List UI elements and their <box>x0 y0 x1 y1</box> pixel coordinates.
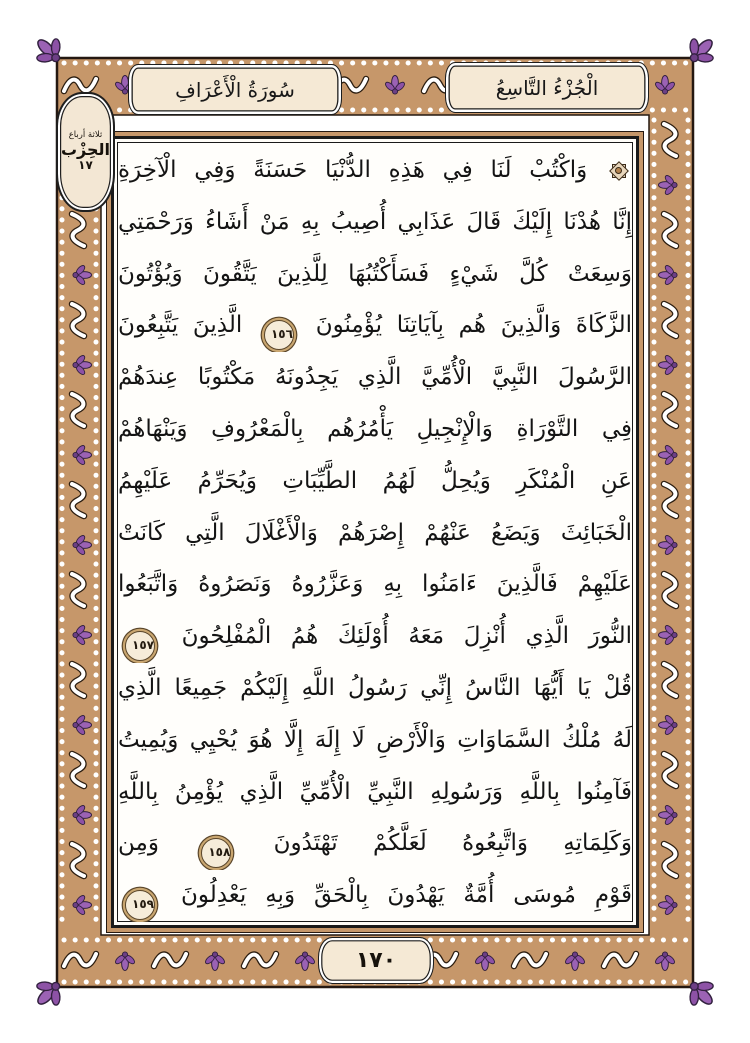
surah-name-cartouche <box>128 64 342 115</box>
ayah-end-medallion: ١٥٩ <box>125 890 155 920</box>
quran-line <box>118 404 632 456</box>
juz-name-cartouche <box>445 62 649 113</box>
verse-text: الرَّسُولَ النَّبِيَّ الْأُمِّيَّ الَّذِي يَجِدُونَهُ مَكْتُوبًا عِندَهُمْ <box>118 364 632 391</box>
ayah-end-medallion: ١٥٦ <box>264 320 294 350</box>
quran-line <box>118 300 632 352</box>
verse-text: قَوْمِ مُوسَى أُمَّةٌ يَهْدُونَ بِالْحَقِّ وَبِهِ يَعْدِلُونَ <box>180 882 632 909</box>
verse-text: فَآمِنُوا بِاللَّهِ وَرَسُولِهِ النَّبِيِّ الْأُمِّيِّ الَّذِي يُؤْمِنُ بِاللَّهِ <box>118 778 632 805</box>
hizb-label: الحِزْب <box>60 139 111 159</box>
verse-text: عَنِ الْمُنْكَرِ وَيُحِلُّ لَهُمُ الطَّيِّبَاتِ وَيُحَرِّمُ عَلَيْهِمُ <box>118 467 632 494</box>
hizb-number: ١٧ <box>78 158 93 173</box>
quran-line <box>118 870 632 922</box>
quran-line <box>118 611 632 663</box>
verse-text: الْخَبَائِثَ وَيَضَعُ عَنْهُمْ إِصْرَهُمْ وَالْأَغْلَالَ الَّتِي كَانَتْ <box>118 519 632 546</box>
verse-text: الَّذِينَ يَتَّبِعُونَ <box>118 312 243 339</box>
page-number-cartouche <box>318 937 434 984</box>
verse-text: إِنَّا هُدْنَا إِلَيْكَ قَالَ عَذَابِي أُصِيبُ بِهِ مَنْ أَشَاءُ وَرَحْمَتِي <box>118 208 632 235</box>
juz-name-label: الْجُزْءُ التَّاسِعُ <box>495 75 599 100</box>
verse-text: فِي التَّوْرَاةِ وَالْإِنْجِيلِ يَأْمُرُهُم بِالْمَعْرُوفِ وَيَنْهَاهُمْ <box>118 415 632 442</box>
quran-line <box>118 352 632 404</box>
verse-text: وَكَلِمَاتِهِ وَاتَّبِعُوهُ لَعَلَّكُمْ تَهْتَدُونَ <box>273 830 632 857</box>
quran-line <box>118 508 632 560</box>
quran-line <box>118 145 632 197</box>
verse-text: وَسِعَتْ كُلَّ شَيْءٍ فَسَأَكْتُبُهَا لِلَّذِينَ يَتَّقُونَ وَيُؤْتُونَ <box>118 260 632 287</box>
ayah-end-medallion: ١٥٧ <box>125 631 155 661</box>
quran-lines <box>118 145 632 923</box>
quran-line <box>118 663 632 715</box>
quran-line <box>118 715 632 767</box>
hizb-margin-marker <box>56 92 115 212</box>
hizb-fraction-label: ثلاثة أرباع <box>68 130 103 141</box>
ayah-end-medallion: ١٥٨ <box>201 838 231 868</box>
verse-text: وَاكْتُبْ لَنَا فِي هَذِهِ الدُّنْيَا حَسَنَةً وَفِي الْآخِرَةِ <box>118 157 588 183</box>
verse-text: لَهُ مُلْكُ السَّمَاوَاتِ وَالْأَرْضِ لَا إِلَهَ إِلَّا هُوَ يُحْيِي وَيُمِيتُ <box>118 726 632 753</box>
quran-line <box>118 559 632 611</box>
quran-line <box>118 818 632 870</box>
quran-line <box>118 767 632 819</box>
quran-line <box>118 456 632 508</box>
quran-line <box>118 249 632 301</box>
verse-text: قُلْ يَا أَيُّهَا النَّاسُ إِنِّي رَسُولُ اللَّهِ إِلَيْكُمْ جَمِيعًا الَّذِي <box>118 674 632 701</box>
surah-name-label: سُورَةُ الْأَعْرَافِ <box>175 77 295 102</box>
verse-text: النُّورَ الَّذِي أُنْزِلَ مَعَهُ أُوْلَئِكَ هُمُ الْمُفْلِحُونَ <box>181 623 632 650</box>
quran-line <box>118 197 632 249</box>
verse-text: وَمِن <box>118 830 159 857</box>
rub-el-hizb-icon <box>610 162 627 179</box>
verse-text: الزَّكَاةَ وَالَّذِينَ هُم بِآيَاتِنَا يُؤْمِنُونَ <box>315 312 632 339</box>
verse-text: عَلَيْهِمْ فَالَّذِينَ ءَامَنُوا بِهِ وَعَزَّرُوهُ وَنَصَرُوهُ وَاتَّبَعُوا <box>118 571 632 598</box>
page-number: ١٧٠ <box>355 948 397 973</box>
